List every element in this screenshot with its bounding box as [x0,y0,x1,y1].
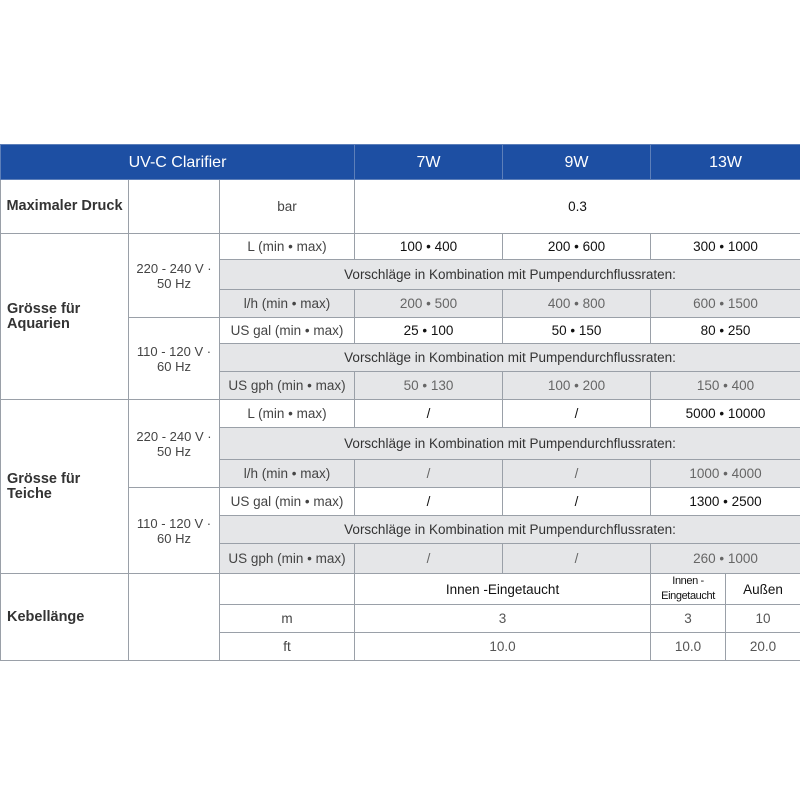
flow-value-13w: 150 • 400 [651,372,800,400]
cable-ft-value-13w-outside: 20.0 [726,633,800,661]
flow-value-7w: 200 • 500 [355,290,503,318]
cable-m-value-7w-9w: 3 [355,605,651,633]
pond-label-line2: Teiche [7,485,52,502]
cable-header-inside-13w: Innen -Eingetaucht [651,574,726,605]
flow-value-13w: 260 • 1000 [651,544,800,574]
size-value-7w: / [355,488,503,516]
header-row [1,145,800,180]
size-value-13w: 80 • 250 [651,318,800,344]
size-value-9w: / [503,400,651,428]
size-value-9w: / [503,488,651,516]
voltage-line2: 60 Hz [157,358,191,374]
size-value-13w: 1300 • 2500 [651,488,800,516]
pressure-empty-cell [129,180,220,234]
aquarium-label [1,234,129,400]
pressure-unit: bar [220,180,355,234]
flow-value-9w: / [503,544,651,574]
size-value-7w: 25 • 100 [355,318,503,344]
header-model-7w: 7W [355,145,503,180]
suggestion-text: Vorschläge in Kombination mit Pumpendurchflussraten: [220,260,800,290]
cable-header-row [1,574,800,605]
spec-table [0,144,800,661]
voltage-line2: 50 Hz [157,443,191,459]
size-value-13w: 5000 • 10000 [651,400,800,428]
flow-unit: US gph (min • max) [220,544,355,574]
cable-m-value-13w-inside: 3 [651,605,726,633]
voltage-line2: 50 Hz [157,275,191,291]
size-value-7w: 100 • 400 [355,234,503,260]
cable-ft-value-7w-9w: 10.0 [355,633,651,661]
aquarium-label-line1: Grösse für [7,300,81,317]
cable-header-inside: Innen -Eingetaucht [355,574,651,605]
cable-empty-cell [129,574,220,661]
voltage-line1: 110 - 120 V · [136,515,212,531]
aquarium-220-voltage [129,234,220,318]
cable-unit-m: m [220,605,355,633]
flow-value-7w: / [355,544,503,574]
flow-unit: l/h (min • max) [220,460,355,488]
pond-110-voltage [129,488,220,574]
size-unit: US gal (min • max) [220,318,355,344]
pond-220-voltage [129,400,220,488]
suggestion-text: Vorschläge in Kombination mit Pumpendurchflussraten: [220,344,800,372]
size-value-9w: 50 • 150 [503,318,651,344]
aquarium-220-size-row [1,234,800,260]
voltage-line2: 60 Hz [157,530,191,546]
suggestion-text: Vorschläge in Kombination mit Pumpendurchflussraten: [220,428,800,460]
header-model-9w: 9W [503,145,651,180]
pressure-value: 0.3 [355,180,800,234]
flow-value-7w: / [355,460,503,488]
cable-ft-value-13w-inside: 10.0 [651,633,726,661]
flow-unit: US gph (min • max) [220,372,355,400]
size-value-7w: / [355,400,503,428]
flow-value-9w: / [503,460,651,488]
pressure-label: Maximaler Druck [1,180,129,234]
size-unit: L (min • max) [220,234,355,260]
voltage-line1: 220 - 240 V · [136,260,212,276]
pond-label [1,400,129,574]
pond-220-size-row [1,400,800,428]
pond-label-line1: Grösse für [7,470,81,487]
header-model-13w: 13W [651,145,800,180]
cable-header-outside: Außen [726,574,800,605]
voltage-line1: 110 - 120 V · [136,343,212,359]
size-value-13w: 300 • 1000 [651,234,800,260]
flow-value-7w: 50 • 130 [355,372,503,400]
flow-value-13w: 1000 • 4000 [651,460,800,488]
header-title: UV-C Clarifier [1,145,355,180]
flow-unit: l/h (min • max) [220,290,355,318]
cable-header-unit-cell [220,574,355,605]
pressure-row [1,180,800,234]
flow-value-9w: 400 • 800 [503,290,651,318]
size-value-9w: 200 • 600 [503,234,651,260]
suggestion-text: Vorschläge in Kombination mit Pumpendurchflussraten: [220,516,800,544]
size-unit: L (min • max) [220,400,355,428]
flow-value-13w: 600 • 1500 [651,290,800,318]
flow-value-9w: 100 • 200 [503,372,651,400]
aquarium-110-voltage [129,318,220,400]
cable-unit-ft: ft [220,633,355,661]
cable-label: Kebellänge [1,574,129,661]
size-unit: US gal (min • max) [220,488,355,516]
cable-m-value-13w-outside: 10 [726,605,800,633]
aquarium-label-line2: Aquarien [7,315,70,332]
voltage-line1: 220 - 240 V · [136,428,212,444]
